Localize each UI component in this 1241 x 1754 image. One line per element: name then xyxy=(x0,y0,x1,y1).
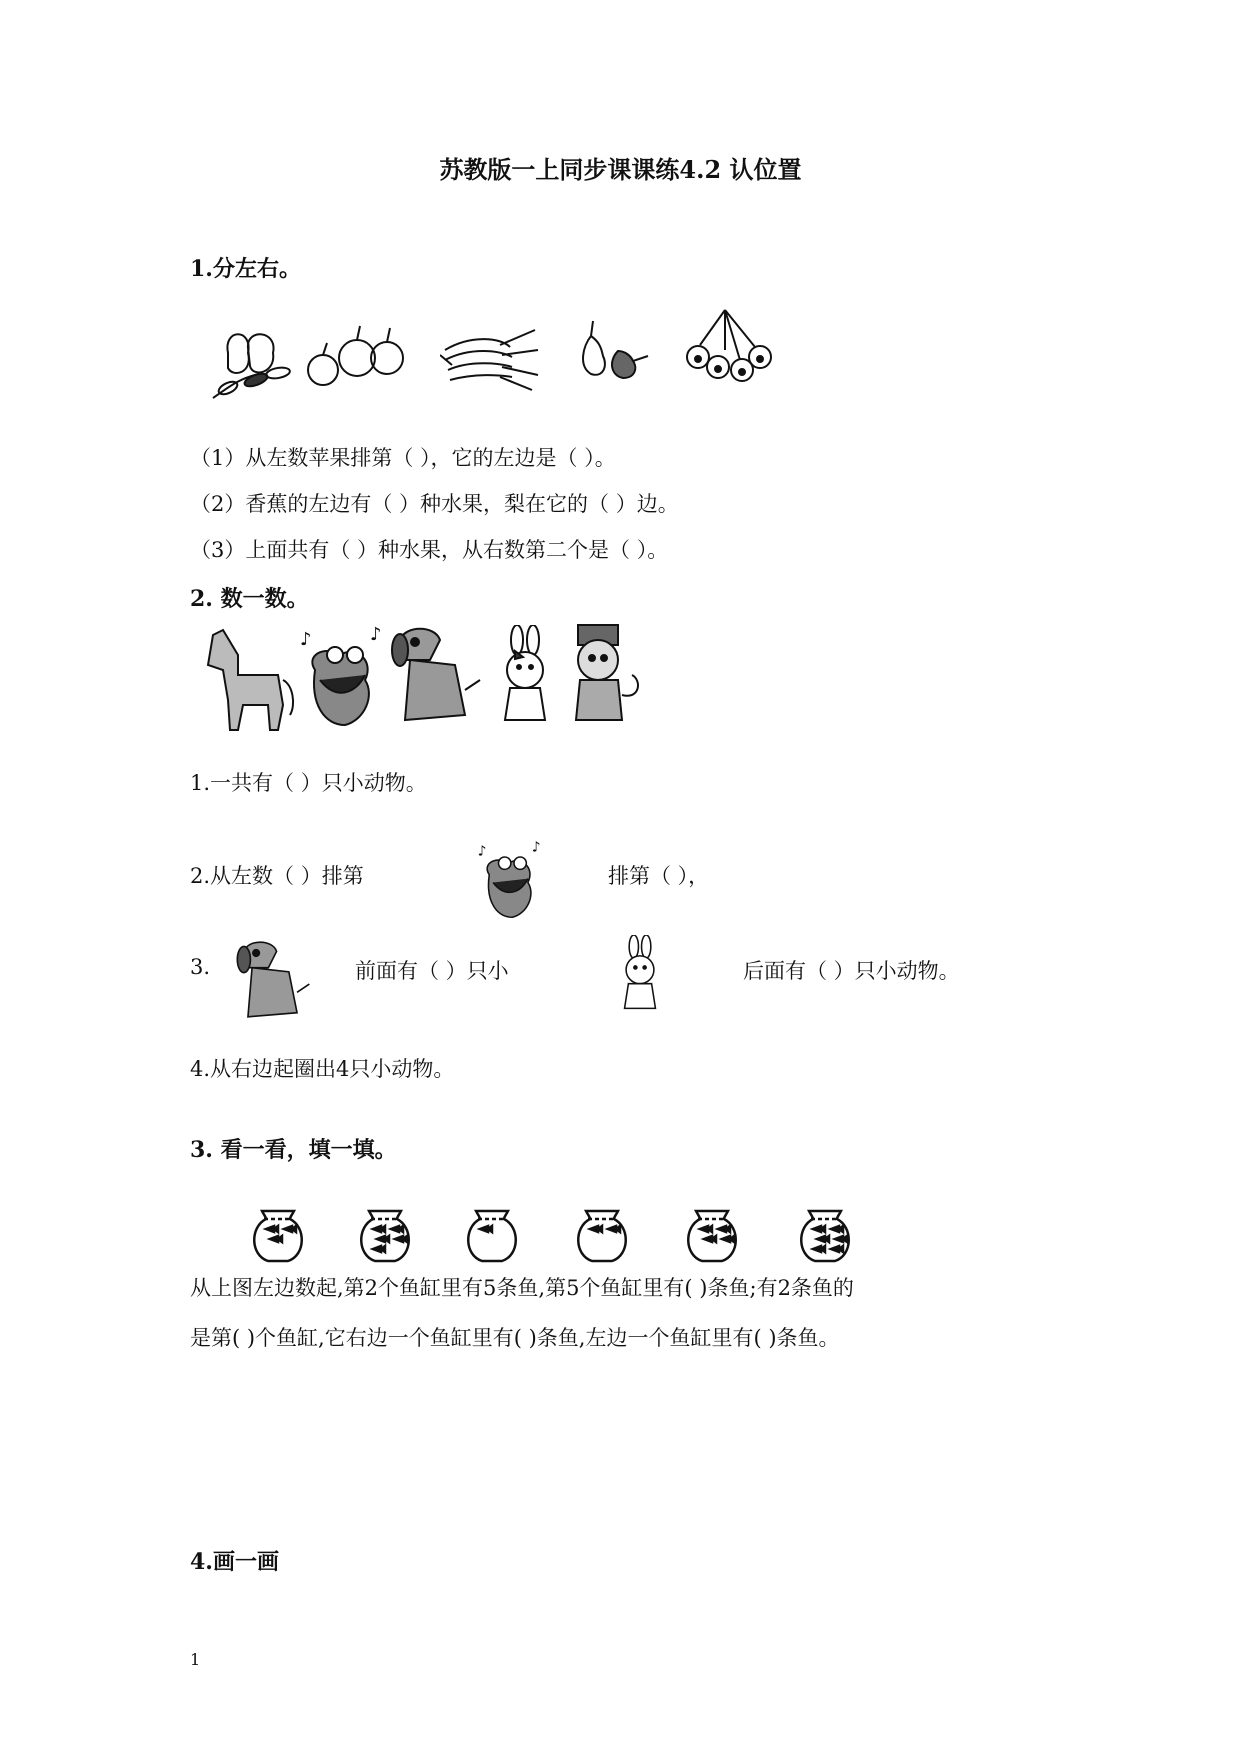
frog-icon xyxy=(468,840,553,925)
section-2-question-2-part-a: 2.从左数（ ）排第 xyxy=(190,864,364,888)
fish-bowl-icon xyxy=(355,1205,415,1265)
section-2-question-3-part-c: 后面有（ ）只小动物。 xyxy=(743,959,960,983)
fish-bowl-icon xyxy=(462,1205,522,1265)
page-title: 苏教版一上同步课课练4.2 认位置 xyxy=(439,155,802,184)
section-1-question-3: （3）上面共有（ ）种水果，从右数第二个是（ ）。 xyxy=(190,538,669,562)
fish-bowl-icon xyxy=(248,1205,308,1265)
dog-icon xyxy=(225,935,320,1025)
section-4-heading: 4.画一画 xyxy=(190,1549,279,1575)
svg-text:♪: ♪ xyxy=(477,843,487,860)
rabbit-icon xyxy=(485,625,565,735)
svg-text:♪: ♪ xyxy=(370,625,382,645)
fish-bowl-icon xyxy=(572,1205,632,1265)
section-3-line-1: 从上图左边数起,第2个鱼缸里有5条鱼,第5个鱼缸里有( )条鱼;有2条鱼的 xyxy=(190,1276,854,1300)
section-2-question-4: 4.从右边起圈出4只小动物。 xyxy=(190,1057,455,1081)
section-3-line-2: 是第( )个鱼缸,它右边一个鱼缸里有( )条鱼,左边一个鱼缸里有( )条鱼。 xyxy=(190,1326,840,1350)
section-1-question-2: （2）香蕉的左边有（ ）种水果，梨在它的（ ）边。 xyxy=(190,492,679,516)
frog-icon xyxy=(295,625,390,735)
section-2-question-3-number: 3. xyxy=(190,955,211,979)
pear-icon xyxy=(573,316,653,386)
fish-bowl-icon xyxy=(682,1205,742,1265)
monkey-icon xyxy=(560,620,645,730)
rabbit-icon xyxy=(605,935,675,1020)
fish-bowl-icon xyxy=(795,1205,855,1265)
section-1-question-1: （1）从左数苹果排第（ ），它的左边是（ ）。 xyxy=(190,446,616,470)
svg-text:♪: ♪ xyxy=(531,840,541,856)
svg-text:♪: ♪ xyxy=(300,629,312,650)
dog-icon xyxy=(385,620,485,730)
banana-icon xyxy=(440,325,540,395)
section-3-heading: 3. 看一看，填一填。 xyxy=(190,1137,397,1163)
horse-icon xyxy=(198,625,298,735)
peach-icon xyxy=(208,318,298,408)
section-2-heading: 2. 数一数。 xyxy=(190,586,309,612)
page-number: 1 xyxy=(190,1650,201,1669)
section-2-question-2-part-b: 排第（ ）， xyxy=(608,864,710,888)
cherry-icon xyxy=(680,305,775,385)
section-2-question-1: 1.一共有（ ）只小动物。 xyxy=(190,771,427,795)
section-2-question-3-part-b: 前面有（ ）只小 xyxy=(355,959,509,983)
section-1-heading: 1.分左右。 xyxy=(190,256,301,282)
apple-icon xyxy=(305,318,405,398)
